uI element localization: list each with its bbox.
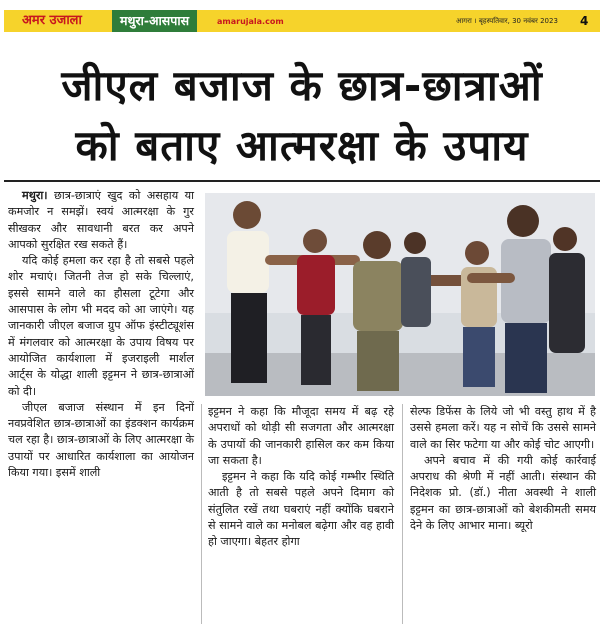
- article-column-1: [8, 188, 194, 481]
- paragraph-1-text: छात्र-छात्राएं खुद को असहाय या कमजोर न समझें। स्वयं आत्मरक्षा के गुर सीखकर और सावधानी बरत कर अपने आपको सुरक्षित रख सकते हैं।: [8, 189, 194, 251]
- paragraph-4: इट्टमन ने कहा कि मौजूदा समय में बढ़ रहे अपराधों को थोड़ी सी सजगता और आत्मरक्षा के उपायों की जानकारी हासिल कर कम किया जा सकता है।: [208, 405, 394, 467]
- paragraph-5: इट्टमन ने कहा कि यदि कोई गम्भीर स्थिति आती है तो सबसे पहले अपने दिमाग को संतुलित रखें तथा घबराएं नहीं क्योंकि घबराने से सामने वाले का मनोबल बढ़ेगा और वह हावी हो जाएगा। बेहतर होगा: [208, 470, 394, 549]
- column-divider-1: [201, 404, 202, 624]
- article-headline: [0, 56, 604, 176]
- dateline-place: मथुरा।: [22, 189, 48, 202]
- paragraph-7: अपने बचाव में की गयी कोई कार्रवाई अपराध की श्रेणी में नहीं आती। संस्थान की निदेशक प्रो. (डॉ.) नीता अवस्थी ने शाली इट्टमन का छात्र-छात्राओं को बेशकीमती समय देने के लिए आभार माना। ब्यूरो: [410, 453, 596, 533]
- article-column-2: [208, 404, 394, 551]
- paragraph-2: यदि कोई हमला कर रहा है तो सबसे पहले शोर मचाएं। जितनी तेज हो सके चिल्लाएं, इससे सामने वाले का हौसला टूटेगा और आसपास के लोग भी मदद को आ जाएंगे। यह जानकारी जीएल बजाज ग्रुप ऑफ इंस्टीट्यूशंस में मंगलवार को आत्मरक्षा के उपाय विषय पर आयोजित कार्यशाला में इजराइली मार्शल आर्ट्स के योद्धा शाली इट्टमन ने छात्र-छात्राओं को दी।: [8, 254, 194, 398]
- paragraph-1: [8, 188, 194, 253]
- website-link[interactable]: amarujala.com: [217, 17, 284, 26]
- column-divider-2: [402, 404, 403, 624]
- newspaper-name: अमर उजाला: [22, 13, 82, 28]
- headline-line-1: जीएल बजाज के छात्र-छात्राओं: [61, 61, 543, 110]
- page-number: 4: [580, 14, 589, 28]
- headline-line-2: को बताए आत्मरक्षा के उपाय: [75, 121, 529, 170]
- headline-rule: [4, 180, 600, 182]
- edition-date: आगरा । बृहस्पतिवार, 30 नवंबर 2023: [456, 17, 558, 25]
- page-header-bar: [4, 10, 600, 32]
- paragraph-6: सेल्फ डिफेंस के लिये जो भी वस्तु हाथ में है उससे हमला करें। यह न सोचें कि उससे सामने वाले का सिर फटेगा या और कोई चोट आएगी।: [410, 405, 596, 451]
- article-column-3: [410, 404, 596, 534]
- article-photo: [205, 193, 595, 396]
- paragraph-3: जीएल बजाज संस्थान में इन दिनों नवप्रवेशित छात्र-छात्राओं का इंडक्शन कार्यक्रम चल रहा है। छात्र-छात्राओं के लिए आत्मरक्षा के उपायों पर आधारित कार्यशाला का आयोजन किया गया। इसमें शाली: [8, 400, 194, 480]
- section-tag: मथुरा-आसपास: [112, 10, 197, 32]
- workshop-photo-illustration: [205, 193, 595, 396]
